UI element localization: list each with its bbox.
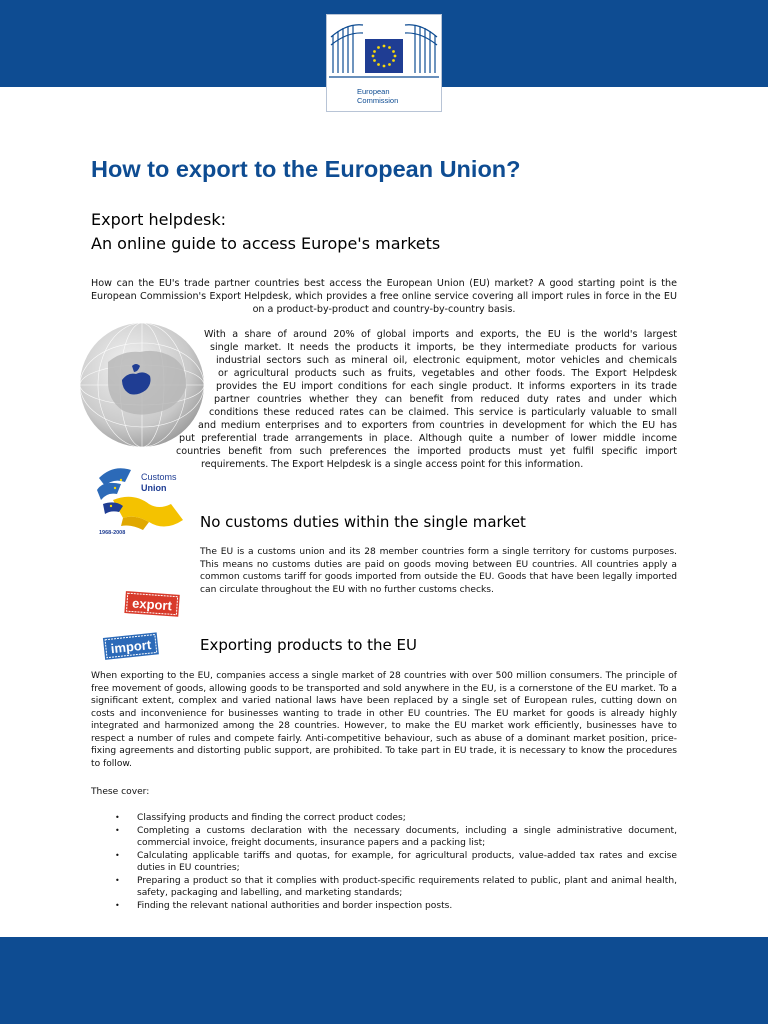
paragraph-line: partner countries whether they can benefit from reduced duty rates and under which <box>214 394 677 405</box>
logo-text-line2: Commission <box>357 96 399 105</box>
section-heading-exporting: Exporting products to the EU <box>200 636 418 654</box>
page-title: How to export to the European Union? <box>91 156 521 182</box>
customs-logo-years: 1968-2008 <box>99 530 126 536</box>
list-item: • Calculating applicable tariffs and quotas, for example, for agricultural products, value-added tax rates and excise duties in EU countries; <box>91 850 677 875</box>
paragraph-line: requirements. The Export Helpdesk is a single access point for this information. <box>201 459 584 470</box>
customs-union-icon <box>93 460 188 540</box>
list-item: • Completing a customs declaration with the necessary documents, including a single administrative document, commercial invoice, freight documents, insurance papers and a packing list; <box>91 825 677 850</box>
import-stamp-image <box>100 627 164 667</box>
list-item: • Preparing a product so that it complies with product-specific requirements related to public, plant and animal health, safety, packaging and labelling, and marketing standards; <box>91 875 677 900</box>
customs-union-paragraph: The EU is a customs union and its 28 member countries form a single territory for customs purposes. This means no customs duties are paid on goods moving between EU countries. All countries apply a common customs tariff for goods imported from outside the EU. Goods that have been legally imported can circulate throughout the EU with no further customs checks. <box>200 547 677 595</box>
section-heading-customs: No customs duties within the single market <box>200 513 526 531</box>
list-item: • Finding the relevant national authorities and border inspection posts. <box>91 900 677 913</box>
subtitle <box>91 208 440 256</box>
subtitle-line2: An online guide to access Europe's markets <box>91 234 441 253</box>
paragraph-line: countries benefit from such preferences the imported products must yet fulfil specific import <box>176 446 677 457</box>
logo-text-line1: European <box>357 87 390 96</box>
footer-band <box>0 937 768 1024</box>
paragraph-line: and medium enterprises and to exporters from countries in development for which the EU has <box>198 420 677 431</box>
paragraph-line: or agricultural products such as fruits, vegetables and other foods. The Export Helpdesk <box>218 368 677 379</box>
paragraph-line: conditions these reduced rates can be claimed. This service is particularly valuable to small <box>209 407 677 418</box>
exporting-paragraph: When exporting to the EU, companies access a single market of 28 countries with over 500 million consumers. The principle of free movement of goods, allowing goods to be transported and sold anywhere in the EU, is a cornerstone of the EU market. To a significant extent, complex and varied national laws have been replaced by a single set of European rules, cutting down on costs and inconvenience for businesses wanting to trade in other EU countries. The EU market for goods is already highly integrated and harmonized among the 28 countries. However, to make the EU market work efficiently, businesses have to respect a number of rules and compete fairly. Anti-competitive behaviour, such as abuse of a dominant market position, price-fixing agreements and distorting public support, are prohibited. To take part in EU trade, it is necessary to know the procedures to follow. <box>91 671 677 769</box>
export-stamp-text: export <box>131 595 173 614</box>
these-cover-label: These cover: <box>91 787 150 797</box>
paragraph-line: industrial sectors such as mineral oil, electronic equipment, motor vehicles and chemicals <box>216 355 677 366</box>
export-stamp-image <box>122 588 184 622</box>
eu-market-paragraph <box>176 328 677 471</box>
paragraph-line: provides the EU import conditions for each single product. It informs exporters in its trade <box>216 381 677 392</box>
customs-union-logo <box>93 460 188 540</box>
subtitle-line1: Export helpdesk: <box>91 210 227 229</box>
customs-logo-line2: Union <box>141 483 167 493</box>
intro-paragraph: How can the EU's trade partner countries best access the European Union (EU) market? A good starting point is the European Commission's Export Helpdesk, which provides a free online service covering all import rules in force in the EU on a product-by-product and country-by-country basis. <box>91 278 677 315</box>
logo-text <box>357 87 398 105</box>
paragraph-line: single market. It needs the products it imports, be they intermediate products for various <box>210 342 677 353</box>
customs-logo-line1: Customs <box>141 472 177 482</box>
list-item: • Classifying products and finding the correct product codes; <box>91 812 677 825</box>
paragraph-line: With a share of around 20% of global imports and exports, the EU is the world's largest <box>204 329 677 340</box>
procedures-list <box>91 812 677 912</box>
paragraph-line: put preferential trade arrangements in place. Although quite a number of lower middle income <box>179 433 677 444</box>
import-stamp-text: import <box>110 637 152 657</box>
